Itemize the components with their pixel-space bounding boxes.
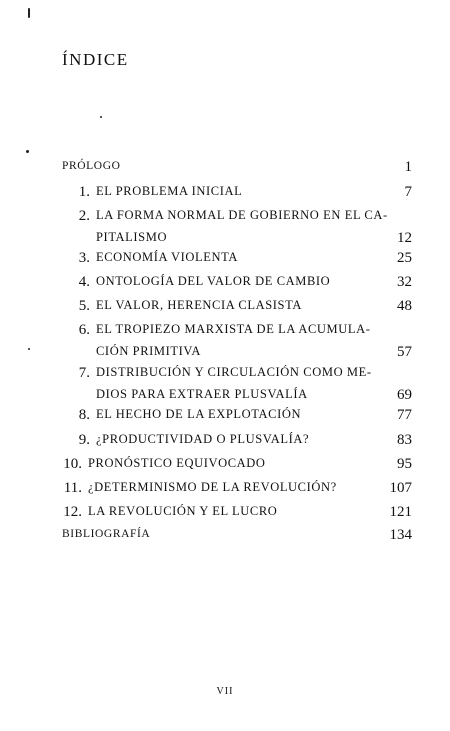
toc-entry-title-continued: CIÓN PRIMITIVA: [96, 344, 202, 358]
toc-entry: [62, 430, 412, 449]
toc-entry-page: 95: [397, 456, 412, 472]
toc-entry-title: ONTOLOGÍA DEL VALOR DE CAMBIO: [96, 274, 331, 288]
toc-entry: [62, 272, 412, 291]
scan-speck: [28, 348, 30, 350]
toc-entry-title-continued: DIOS PARA EXTRAER PLUSVALÍA: [96, 387, 308, 401]
toc-entry-number: 8.: [78, 407, 90, 423]
toc-entry-page: 121: [389, 504, 412, 520]
toc-entry: [62, 182, 412, 201]
toc-entry-page: 57: [397, 344, 412, 360]
toc-entry-title: PRONÓSTICO EQUIVOCADO: [88, 456, 266, 470]
toc-entry-title: PRÓLOGO: [62, 160, 121, 172]
toc-entry: [62, 363, 412, 404]
toc-entry: [62, 248, 412, 267]
toc-entry: [62, 320, 412, 361]
toc-entry: [62, 478, 412, 497]
toc-entry-number: 7.: [78, 365, 90, 381]
toc-entry-number: 10.: [63, 456, 82, 472]
toc-entry-number: 5.: [78, 298, 90, 314]
toc-entry-bibliografia: [62, 525, 412, 544]
toc-entry-title: EL HECHO DE LA EXPLOTACIÓN: [96, 407, 302, 421]
toc-entry-prologo: [62, 157, 412, 176]
toc-entry-page: 83: [397, 432, 412, 448]
toc-entry-title: EL TROPIEZO MARXISTA DE LA ACUMULA-: [96, 322, 371, 336]
toc-entry-title: LA FORMA NORMAL DE GOBIERNO EN EL CA-: [96, 208, 388, 222]
toc-entry-number: 3.: [78, 250, 90, 266]
toc-entry: [62, 296, 412, 315]
toc-entry-page: 25: [397, 250, 412, 266]
toc-entry-number: 12.: [63, 504, 82, 520]
toc-entry-number: 1.: [78, 184, 90, 200]
toc-entry-title: ¿PRODUCTIVIDAD O PLUSVALÍA?: [96, 432, 310, 446]
toc-entry-title: EL PROBLEMA INICIAL: [96, 184, 243, 198]
toc-entry-title: DISTRIBUCIÓN Y CIRCULACIÓN COMO ME-: [96, 365, 372, 379]
toc-entry-page: 107: [389, 480, 412, 496]
toc-entry-page: 7: [404, 184, 412, 200]
toc-entry-number: 11.: [63, 480, 82, 496]
toc-entry-number: 9.: [78, 432, 90, 448]
toc-entry-number: 4.: [78, 274, 90, 290]
toc-entry: [62, 454, 412, 473]
toc-entry: [62, 206, 412, 247]
toc-entry-title: LA REVOLUCIÓN Y EL LUCRO: [88, 504, 278, 518]
toc-entry-page: 32: [397, 274, 412, 290]
toc-entry-number: 2.: [78, 208, 90, 224]
toc-entry-page: 12: [397, 230, 412, 246]
scan-speck: [28, 8, 30, 18]
toc-entry: [62, 405, 412, 424]
toc-entry-page: 69: [397, 387, 412, 403]
toc-entry-title: EL VALOR, HERENCIA CLASISTA: [96, 298, 302, 312]
toc-entry-title: ¿DETERMINISMO DE LA REVOLUCIÓN?: [88, 480, 337, 494]
toc-entry-page: 48: [397, 298, 412, 314]
scan-speck: [100, 116, 102, 118]
scan-speck: [26, 150, 29, 153]
toc-entry-page: 1: [404, 159, 412, 175]
toc-entry-title: BIBLIOGRAFÍA: [62, 528, 151, 540]
toc-entry: [62, 502, 412, 521]
page-number-footer: VII: [216, 686, 234, 697]
toc-entry-page: 77: [397, 407, 412, 423]
toc-entry-title: ECONOMÍA VIOLENTA: [96, 250, 238, 264]
page-title: ÍNDICE: [62, 50, 129, 69]
toc-entry-title-continued: PITALISMO: [96, 230, 168, 244]
toc-entry-page: 134: [389, 527, 412, 543]
toc-entry-number: 6.: [78, 322, 90, 338]
